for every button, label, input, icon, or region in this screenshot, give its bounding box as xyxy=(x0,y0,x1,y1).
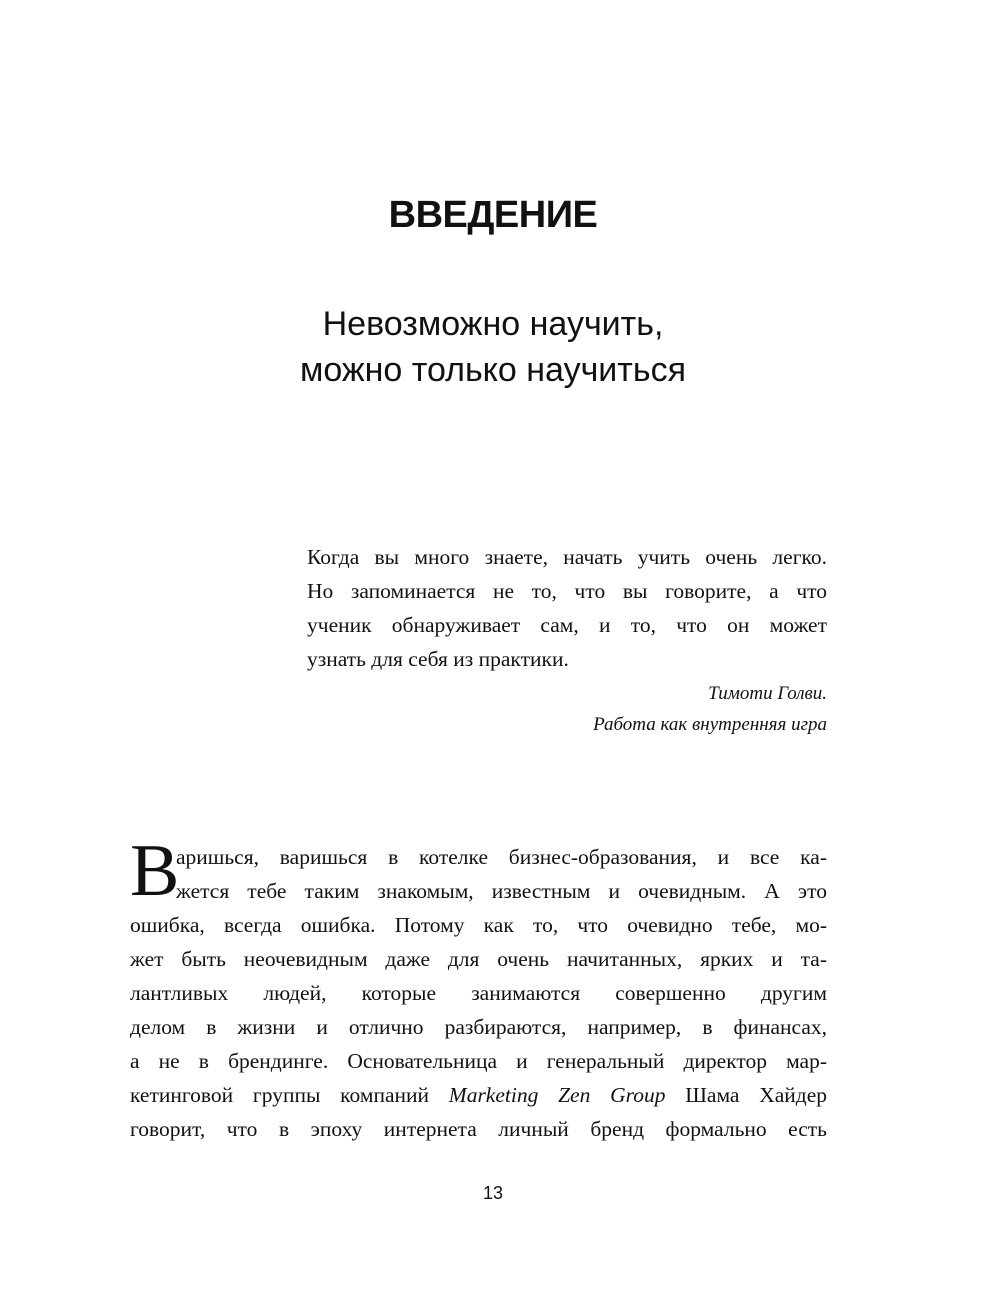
epigraph-attribution xyxy=(307,678,827,740)
chapter-heading: ВВЕДЕНИЕ xyxy=(388,194,598,236)
epigraph-line: ученик обнаруживает сам, и то, что он может xyxy=(307,613,827,637)
epigraph-source: Работа как внутренняя игра xyxy=(593,714,827,735)
body-line: говорит, что в эпоху интернета личный бренд формально есть xyxy=(130,1117,827,1141)
body-line-with-company xyxy=(130,1078,827,1112)
body-text-fragment: кетинговой группы компаний xyxy=(130,1083,449,1107)
body-line: а не в брендинге. Основательница и генеральный директор мар- xyxy=(130,1049,827,1073)
body-text-fragment: Шама Хайдер xyxy=(665,1083,828,1107)
epigraph-line: Когда вы много знаете, начать учить очень легко. xyxy=(307,545,827,569)
epigraph-quote xyxy=(307,540,827,676)
epigraph-author: Тимоти Голви. xyxy=(708,683,827,704)
page-number: 13 xyxy=(482,1183,504,1203)
body-line: жется тебе таким знакомым, известным и очевидным. А это xyxy=(176,879,827,903)
epigraph-line: узнать для себя из практики. xyxy=(307,647,569,671)
epigraph-line: Но запоминается не то, что вы говорите, а что xyxy=(307,579,827,603)
body-line: лантливых людей, которые занимаются совершенно другим xyxy=(130,981,827,1005)
body-line: ошибка, всегда ошибка. Потому как то, что очевидно тебе, мо- xyxy=(130,913,827,937)
body-line: делом в жизни и отлично разбираются, например, в финансах, xyxy=(130,1015,827,1039)
body-paragraph xyxy=(130,830,828,1146)
company-name: Marketing Zen Group xyxy=(448,1083,666,1107)
subtitle-line: можно только научиться xyxy=(299,351,686,389)
drop-cap: В xyxy=(130,830,180,912)
subtitle-line: Невозможно научить, xyxy=(322,305,664,343)
body-line: аришься, варишься в котелке бизнес-образования, и все ка- xyxy=(176,845,827,869)
body-line: жет быть неочевидным даже для очень начитанных, ярких и та- xyxy=(130,947,827,971)
chapter-subtitle xyxy=(0,301,986,393)
